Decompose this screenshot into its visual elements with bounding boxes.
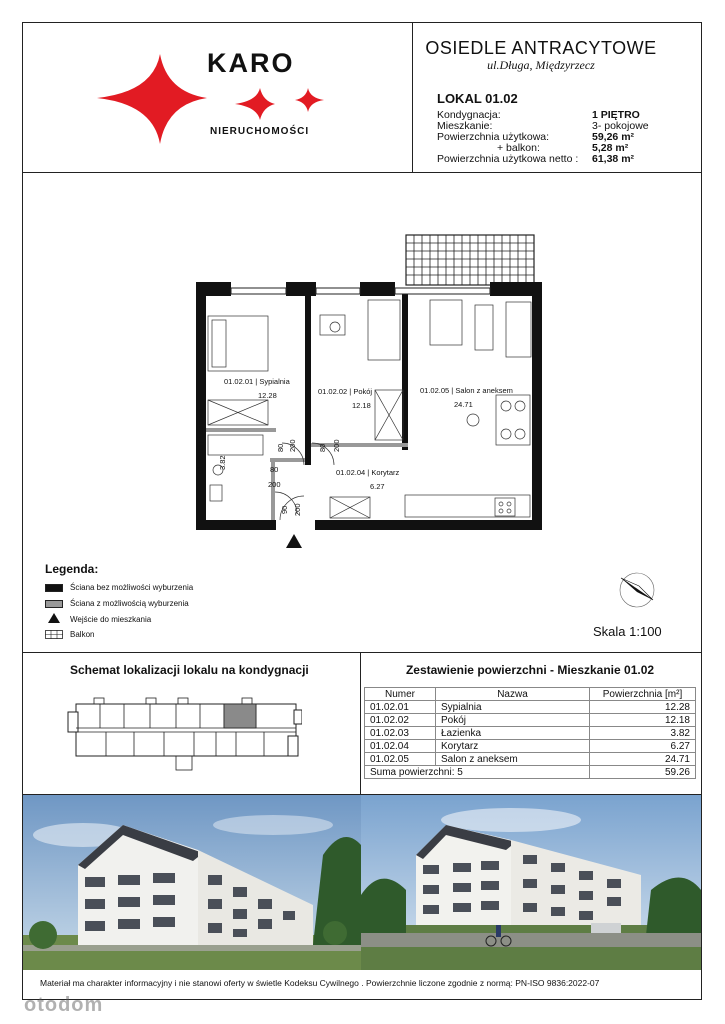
project-address: ul.Długa, Międzyrzecz — [487, 58, 595, 72]
table-total-row — [365, 766, 696, 779]
room-area: 12.28 — [258, 391, 277, 400]
info-label: Powierzchnia użytkowa: — [437, 131, 550, 143]
info-label: Powierzchnia użytkowa netto : — [437, 153, 579, 165]
room-label: 01.02.03 | Łazienka — [196, 408, 205, 474]
balcony — [406, 235, 534, 285]
cell-area: 12.18 — [590, 714, 696, 727]
total-value: 59.26 — [590, 766, 696, 779]
room-label: 01.02.02 | Pokój — [318, 387, 373, 396]
door-height: 200 — [288, 439, 297, 452]
door-height: 200 — [268, 480, 281, 489]
col-header: Powierzchnia [m²] — [590, 688, 696, 701]
disclaimer: Materiał ma charakter informacyjny i nie stanowi oferty w świetle Kodeksu Cywilnego . Powierzchnie liczone zgodnie z normą: PN-ISO 9836:2022-07 — [40, 978, 600, 988]
info-value: 61,38 m² — [592, 153, 635, 165]
building-render-photo-left — [23, 795, 361, 970]
cell-name: Korytarz — [436, 740, 590, 753]
info-label: Mieszkanie: — [437, 120, 493, 132]
brand-name: KARO — [207, 48, 295, 78]
table-header-row — [365, 688, 696, 701]
legend-item: Wejście do mieszkania — [70, 615, 152, 624]
table-row — [365, 727, 696, 740]
table-row — [365, 753, 696, 766]
room-area: 24.71 — [454, 400, 473, 409]
cell-area: 12.28 — [590, 701, 696, 714]
room-label: 01.02.01 | Sypialnia — [224, 377, 290, 386]
info-value: 59,26 m² — [592, 131, 635, 143]
legend-item: Ściana z możliwością wyburzenia — [70, 599, 189, 608]
legend-item: Balkon — [70, 630, 95, 639]
cell-number: 01.02.04 — [365, 740, 436, 753]
door-width: 80 — [270, 465, 279, 474]
north-arrow-icon — [615, 570, 660, 610]
cell-area: 3.82 — [590, 727, 696, 740]
cell-area: 24.71 — [590, 753, 696, 766]
balcony-swatch-icon — [45, 630, 63, 639]
cell-number: 01.02.05 — [365, 753, 436, 766]
summary-title: Zestawienie powierzchni - Mieszkanie 01.02 — [405, 663, 655, 677]
room-label: 01.02.04 | Korytarz — [336, 468, 400, 477]
brand-subtitle: NIERUCHOMOŚCI — [210, 126, 310, 137]
info-value: 3- pokojowe — [592, 120, 649, 132]
area-table — [364, 687, 696, 779]
legend-swatch-partition — [45, 600, 63, 608]
cell-name: Łazienka — [436, 727, 590, 740]
cell-name: Salon z aneksem — [436, 753, 590, 766]
highlighted-unit — [224, 704, 256, 728]
entrance-icon — [286, 534, 302, 548]
cell-number: 01.02.03 — [365, 727, 436, 740]
room-label: 01.02.05 | Salon z aneksem — [420, 386, 513, 395]
room-area: 6.27 — [370, 482, 385, 491]
legend-title: Legenda: — [45, 562, 99, 576]
room-area: 3.82 — [218, 455, 227, 470]
location-title: Schemat lokalizacji lokalu na kondygnacji — [70, 663, 309, 677]
unit-title: LOKAL 01.02 — [437, 91, 518, 106]
legend-swatch-bearing — [45, 584, 63, 592]
door-width: 90 — [280, 505, 289, 514]
door-width: 80 — [318, 443, 327, 452]
scale-label: Skala 1:100 — [593, 624, 662, 639]
cell-number: 01.02.02 — [365, 714, 436, 727]
door-width: 80 — [276, 443, 285, 452]
divider — [360, 652, 361, 794]
divider — [412, 22, 413, 172]
col-header: Numer — [365, 688, 436, 701]
cell-name: Sypialnia — [436, 701, 590, 714]
table-row — [365, 740, 696, 753]
table-row — [365, 701, 696, 714]
cell-number: 01.02.01 — [365, 701, 436, 714]
project-title: OSIEDLE ANTRACYTOWE — [425, 38, 657, 58]
building-render-photo-right — [361, 795, 701, 970]
door-height: 200 — [332, 439, 341, 452]
col-header: Nazwa — [436, 688, 590, 701]
info-label: + balkon: — [497, 142, 540, 154]
table-row — [365, 714, 696, 727]
floor-location-schematic — [66, 692, 302, 776]
divider — [22, 172, 702, 173]
legend-item: Ściana bez możliwości wyburzenia — [70, 583, 194, 592]
cell-name: Pokój — [436, 714, 590, 727]
cell-area: 6.27 — [590, 740, 696, 753]
divider — [22, 652, 702, 653]
info-value: 5,28 m² — [592, 142, 629, 154]
door-height: 200 — [293, 503, 302, 516]
watermark: otodom — [24, 994, 104, 1016]
room-area: 12.18 — [352, 401, 371, 410]
info-label: Kondygnacja: — [437, 109, 501, 121]
info-value: 1 PIĘTRO — [592, 109, 640, 121]
total-label: Suma powierzchni: 5 — [365, 766, 590, 779]
entrance-triangle-icon — [48, 613, 60, 624]
